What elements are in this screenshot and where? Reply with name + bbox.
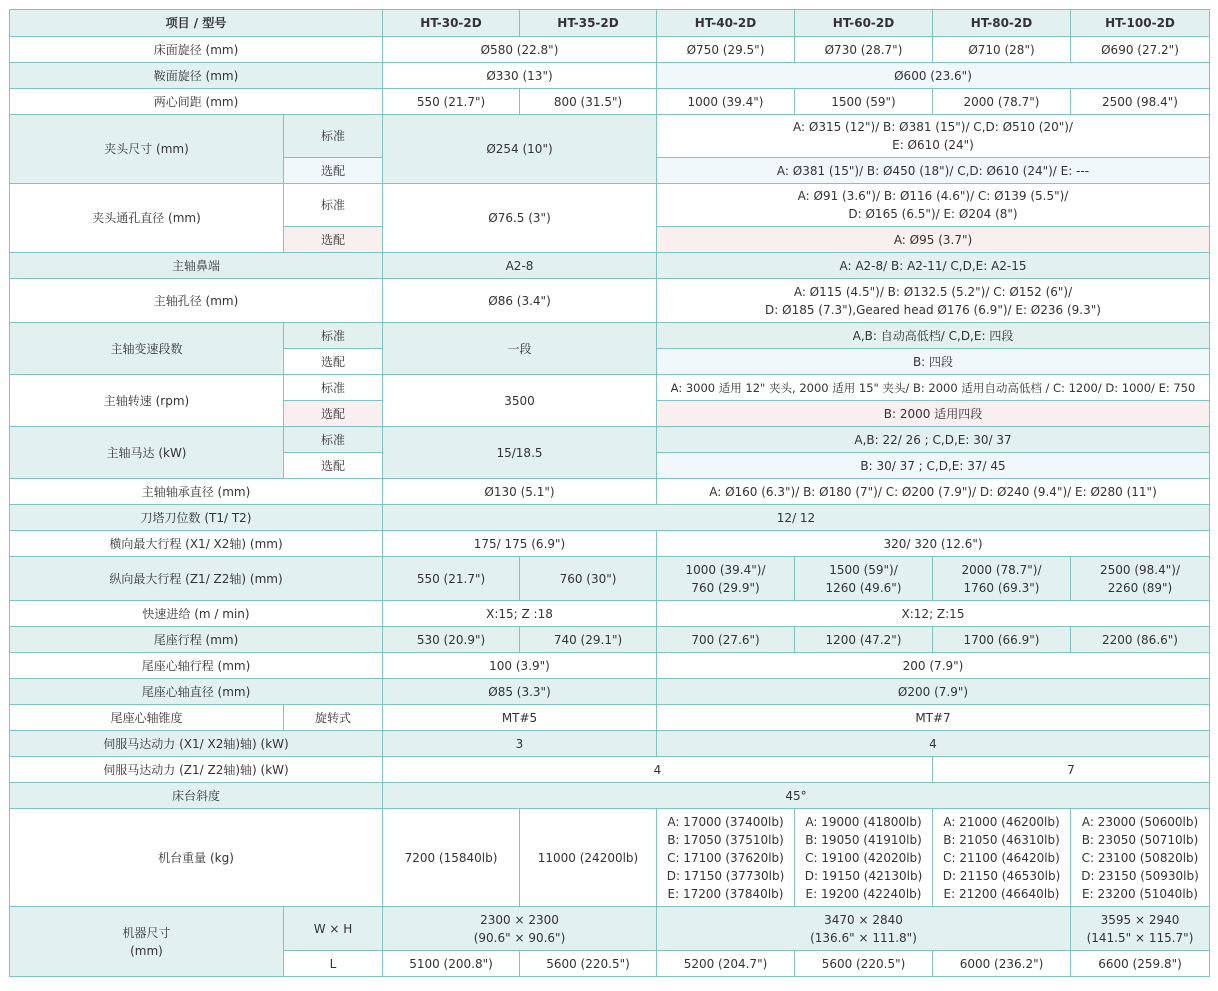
row-centers <box>10 89 1210 115</box>
line: 2300 × 2300 <box>480 912 559 927</box>
cell-value: Ø86 (3.4") <box>383 279 657 323</box>
line: 1760 (69.3") <box>963 580 1040 595</box>
cell-value: X:15; Z :18 <box>383 601 657 627</box>
row-quill-travel <box>10 653 1210 679</box>
cell-value: 100 (3.9") <box>383 653 657 679</box>
cell-value: 1000 (39.4") <box>657 89 795 115</box>
row-label: 伺服马达动力 (X1/ X2轴)轴) (kW) <box>10 731 383 757</box>
cell-value: A: Ø160 (6.3")/ B: Ø180 (7")/ C: Ø200 (7.9")/ D: Ø240 (9.4")/ E: Ø280 (11") <box>657 479 1210 505</box>
line: E: 17200 (37840lb) <box>667 886 784 901</box>
line: E: 21200 (46640lb) <box>943 886 1060 901</box>
cell-value: 5600 (220.5") <box>520 951 657 977</box>
sub-label: W × H <box>284 907 383 951</box>
cell-value <box>1071 557 1210 601</box>
cell-value: B: 四段 <box>657 349 1210 375</box>
row-servo-x <box>10 731 1210 757</box>
row-taper <box>10 705 1210 731</box>
row-ztravel <box>10 557 1210 601</box>
cell-value: 760 (30") <box>520 557 657 601</box>
line: A: 21000 (46200lb) <box>943 814 1060 829</box>
row-label: 横向最大行程 (X1/ X2轴) (mm) <box>10 531 383 557</box>
cell-value: 12/ 12 <box>383 505 1210 531</box>
cell-value: Ø200 (7.9") <box>657 679 1210 705</box>
cell-value: 一段 <box>383 323 657 375</box>
std-label: 标准 <box>284 184 383 227</box>
row-label: 快速进给 (m / min) <box>10 601 383 627</box>
cell-value: 5200 (204.7") <box>657 951 795 977</box>
row-motor-std <box>10 427 1210 453</box>
line: A: 17000 (37400lb) <box>667 814 784 829</box>
row-label: 尾座心轴行程 (mm) <box>10 653 383 679</box>
row-label: 尾座行程 (mm) <box>10 627 383 653</box>
cell-value <box>1071 809 1210 907</box>
row-bearing <box>10 479 1210 505</box>
cell-value: 5600 (220.5") <box>795 951 933 977</box>
cell-value: 3 <box>383 731 657 757</box>
cell-value: 11000 (24200lb) <box>520 809 657 907</box>
row-gear-std <box>10 323 1210 349</box>
line: (90.6" × 90.6") <box>473 930 566 945</box>
cell-value: Ø690 (27.2") <box>1071 37 1210 63</box>
cell-value: 740 (29.1") <box>520 627 657 653</box>
cell-value: 45° <box>383 783 1210 809</box>
line: 2500 (98.4")/ <box>1100 562 1180 577</box>
cell-value: 1500 (59") <box>795 89 933 115</box>
line: E: 19200 (42240lb) <box>805 886 922 901</box>
line: D: 23150 (50930lb) <box>1081 868 1199 883</box>
opt-label: 选配 <box>284 158 383 184</box>
line: D: Ø165 (6.5")/ E: Ø204 (8") <box>848 207 1018 221</box>
opt-label: 选配 <box>284 349 383 375</box>
std-label: 标准 <box>284 115 383 158</box>
cell-value: 2000 (78.7") <box>933 89 1071 115</box>
cell-value: Ø580 (22.8") <box>383 37 657 63</box>
row-size-wh <box>10 907 1210 951</box>
cell-value: A,B: 自动高低档/ C,D,E: 四段 <box>657 323 1210 349</box>
spec-table-wrapper <box>9 9 1210 977</box>
cell-value <box>657 809 795 907</box>
sub-label: 旋转式 <box>284 705 383 731</box>
line: 1500 (59")/ <box>829 562 898 577</box>
row-label: 主轴孔径 (mm) <box>10 279 383 323</box>
line: A: Ø91 (3.6")/ B: Ø116 (4.6")/ C: Ø139 (5.5")/ <box>797 189 1069 203</box>
row-swing-saddle <box>10 63 1210 89</box>
cell-value: 1700 (66.9") <box>933 627 1071 653</box>
line: B: 21050 (46310lb) <box>943 832 1060 847</box>
cell-value: 550 (21.7") <box>383 557 520 601</box>
std-label: 标准 <box>284 375 383 401</box>
row-label: 尾座心轴直径 (mm) <box>10 679 383 705</box>
cell-value: B: 30/ 37 ; C,D,E: 37/ 45 <box>657 453 1210 479</box>
cell-value: 700 (27.6") <box>657 627 795 653</box>
cell-value: 4 <box>383 757 933 783</box>
row-xtravel <box>10 531 1210 557</box>
line: A: Ø315 (12")/ B: Ø381 (15")/ C,D: Ø510 (20")/ <box>793 120 1073 134</box>
cell-value: Ø76.5 (3") <box>383 184 657 253</box>
cell-value: 2200 (86.6") <box>1071 627 1210 653</box>
row-tail-travel <box>10 627 1210 653</box>
row-chuck-std <box>10 115 1210 158</box>
line: 760 (29.9") <box>691 580 760 595</box>
cell-value: 5100 (200.8") <box>383 951 520 977</box>
row-weight <box>10 809 1210 907</box>
cell-value: A: Ø381 (15")/ B: Ø450 (18")/ C,D: Ø610 (24")/ E: --- <box>657 158 1210 184</box>
row-label: 夹头尺寸 (mm) <box>10 115 284 184</box>
row-servo-z <box>10 757 1210 783</box>
line: A: 19000 (41800lb) <box>805 814 922 829</box>
cell-value: Ø730 (28.7") <box>795 37 933 63</box>
row-quill-dia <box>10 679 1210 705</box>
line: 3470 × 2840 <box>824 912 903 927</box>
cell-value: MT#5 <box>383 705 657 731</box>
cell-value <box>795 557 933 601</box>
line: 3595 × 2940 <box>1100 912 1180 927</box>
header-row <box>10 10 1210 37</box>
line: (136.6" × 111.8") <box>810 930 917 945</box>
line: C: 17100 (37620lb) <box>667 850 784 865</box>
line: B: 19050 (41910lb) <box>805 832 922 847</box>
line: A: Ø115 (4.5")/ B: Ø132.5 (5.2")/ C: Ø152 (6")/ <box>793 284 1073 299</box>
row-nose <box>10 253 1210 279</box>
cell-value: 1200 (47.2") <box>795 627 933 653</box>
model-ht-100-2d: HT-100-2D <box>1071 10 1210 37</box>
spec-table <box>9 9 1210 977</box>
header-label: 项目 / 型号 <box>10 10 383 37</box>
cell-value <box>657 557 795 601</box>
line: C: 21100 (46420lb) <box>943 850 1060 865</box>
row-label: 床台斜度 <box>10 783 383 809</box>
cell-value: 800 (31.5") <box>520 89 657 115</box>
cell-value: Ø750 (29.5") <box>657 37 795 63</box>
cell-value: 200 (7.9") <box>657 653 1210 679</box>
cell-value: A: 3000 适用 12" 夹头, 2000 适用 15" 夹头/ B: 2000 适用自动高低档 / C: 1200/ D: 1000/ E: 750 <box>657 375 1210 401</box>
line: C: 23100 (50820lb) <box>1081 850 1199 865</box>
line: D: Ø185 (7.3"),Geared head Ø176 (6.9")/ E: Ø236 (9.3") <box>765 302 1101 317</box>
row-label: 主轴变速段数 <box>10 323 284 375</box>
cell-value <box>657 279 1210 323</box>
cell-value: Ø330 (13") <box>383 63 657 89</box>
row-label: 床面旋径 (mm) <box>10 37 383 63</box>
line: 1000 (39.4")/ <box>685 562 766 577</box>
cell-value: 4 <box>657 731 1210 757</box>
line: B: 23050 (50710lb) <box>1081 832 1199 847</box>
row-label: 鞍面旋径 (mm) <box>10 63 383 89</box>
row-bore-std <box>10 184 1210 227</box>
cell-value: 2500 (98.4") <box>1071 89 1210 115</box>
row-label: 主轴鼻端 <box>10 253 383 279</box>
cell-value <box>383 907 657 951</box>
line: 1260 (49.6") <box>825 580 902 595</box>
cell-value: 7200 (15840lb) <box>383 809 520 907</box>
cell-value: 530 (20.9") <box>383 627 520 653</box>
opt-label: 选配 <box>284 401 383 427</box>
cell-value: Ø130 (5.1") <box>383 479 657 505</box>
row-label: 两心间距 (mm) <box>10 89 383 115</box>
cell-value: A: Ø95 (3.7") <box>657 227 1210 253</box>
cell-value <box>795 809 933 907</box>
line: D: 21150 (46530lb) <box>942 868 1061 883</box>
cell-value: Ø85 (3.3") <box>383 679 657 705</box>
cell-value: 6600 (259.8") <box>1071 951 1210 977</box>
cell-value: A2-8 <box>383 253 657 279</box>
line: A: 23000 (50600lb) <box>1081 814 1199 829</box>
cell-value: Ø710 (28") <box>933 37 1071 63</box>
std-label: 标准 <box>284 427 383 453</box>
cell-value: Ø254 (10") <box>383 115 657 184</box>
row-turret <box>10 505 1210 531</box>
row-label <box>10 907 284 977</box>
row-label: 主轴轴承直径 (mm) <box>10 479 383 505</box>
line: E: 23200 (51040lb) <box>1082 886 1198 901</box>
row-label: 纵向最大行程 (Z1/ Z2轴) (mm) <box>10 557 383 601</box>
model-ht-40-2d: HT-40-2D <box>657 10 795 37</box>
cell-value: 550 (21.7") <box>383 89 520 115</box>
model-ht-30-2d: HT-30-2D <box>383 10 520 37</box>
cell-value <box>657 115 1210 158</box>
row-label: 伺服马达动力 (Z1/ Z2轴)轴) (kW) <box>10 757 383 783</box>
cell-value: Ø600 (23.6") <box>657 63 1210 89</box>
cell-value: B: 2000 适用四段 <box>657 401 1210 427</box>
row-label: 尾座心轴锥度 <box>10 705 284 731</box>
cell-value: MT#7 <box>657 705 1210 731</box>
line: 2000 (78.7")/ <box>961 562 1042 577</box>
row-slant <box>10 783 1210 809</box>
row-label: 机台重量 (kg) <box>10 809 383 907</box>
cell-value <box>657 907 1071 951</box>
line: 2260 (89") <box>1107 580 1173 595</box>
cell-value: 6000 (236.2") <box>933 951 1071 977</box>
line: (mm) <box>130 943 163 958</box>
cell-value <box>1071 907 1210 951</box>
line: 机器尺寸 <box>122 925 171 940</box>
cell-value: 3500 <box>383 375 657 427</box>
model-ht-35-2d: HT-35-2D <box>520 10 657 37</box>
line: D: 19150 (42130lb) <box>804 868 923 883</box>
cell-value: A: A2-8/ B: A2-11/ C,D,E: A2-15 <box>657 253 1210 279</box>
line: E: Ø610 (24") <box>892 138 974 152</box>
sub-label: L <box>284 951 383 977</box>
row-label: 夹头通孔直径 (mm) <box>10 184 284 253</box>
cell-value: A,B: 22/ 26 ; C,D,E: 30/ 37 <box>657 427 1210 453</box>
row-spindle-bore <box>10 279 1210 323</box>
cell-value: 175/ 175 (6.9") <box>383 531 657 557</box>
opt-label: 选配 <box>284 453 383 479</box>
row-speed-std <box>10 375 1210 401</box>
opt-label: 选配 <box>284 227 383 253</box>
row-label: 主轴马达 (kW) <box>10 427 284 479</box>
cell-value: 320/ 320 (12.6") <box>657 531 1210 557</box>
line: D: 17150 (37730lb) <box>666 868 785 883</box>
cell-value: 15/18.5 <box>383 427 657 479</box>
cell-value: X:12; Z:15 <box>657 601 1210 627</box>
row-rapid <box>10 601 1210 627</box>
model-ht-80-2d: HT-80-2D <box>933 10 1071 37</box>
model-ht-60-2d: HT-60-2D <box>795 10 933 37</box>
row-label: 主轴转速 (rpm) <box>10 375 284 427</box>
row-swing-bed <box>10 37 1210 63</box>
line: B: 17050 (37510lb) <box>667 832 784 847</box>
cell-value <box>657 184 1210 227</box>
cell-value <box>933 809 1071 907</box>
cell-value <box>933 557 1071 601</box>
line: C: 19100 (42020lb) <box>805 850 922 865</box>
std-label: 标准 <box>284 323 383 349</box>
cell-value: 7 <box>933 757 1210 783</box>
row-label: 刀塔刀位数 (T1/ T2) <box>10 505 383 531</box>
line: (141.5" × 115.7") <box>1086 930 1194 945</box>
